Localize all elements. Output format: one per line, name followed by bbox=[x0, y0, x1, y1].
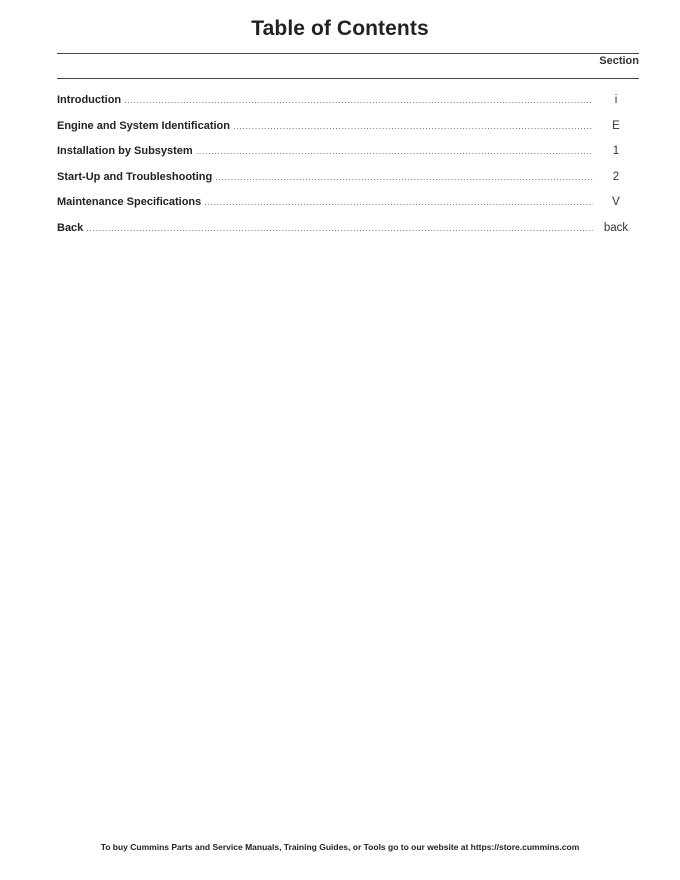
toc-entry-section: 1 bbox=[612, 145, 620, 158]
dot-leader bbox=[233, 121, 593, 131]
toc-entry-section: E bbox=[612, 119, 620, 132]
toc-entry-label: Engine and System Identification bbox=[57, 119, 230, 132]
section-column-header: Section bbox=[599, 55, 639, 67]
dot-leader bbox=[124, 95, 593, 105]
footer-note: To buy Cummins Parts and Service Manuals, Training Guides, or Tools go to our website at https://store.cummins.com bbox=[100, 842, 580, 852]
toc-entry-startup[interactable] bbox=[57, 171, 639, 197]
toc-list bbox=[57, 94, 639, 248]
toc-entry-back[interactable] bbox=[57, 222, 639, 248]
toc-entry-section: 2 bbox=[612, 170, 620, 183]
toc-entry-section: i bbox=[614, 94, 618, 106]
toc-entry-label: Back bbox=[57, 221, 84, 234]
dot-leader bbox=[196, 146, 593, 156]
page-title: Table of Contents bbox=[251, 17, 429, 40]
toc-entry-introduction[interactable] bbox=[57, 94, 639, 120]
toc-entry-label: Maintenance Specifications bbox=[57, 196, 202, 209]
dot-leader bbox=[215, 172, 593, 182]
bottom-rule bbox=[57, 78, 639, 79]
toc-entry-label: Introduction bbox=[57, 94, 122, 106]
dot-leader bbox=[204, 197, 593, 207]
toc-entry-maintenance[interactable] bbox=[57, 196, 639, 222]
dot-leader bbox=[86, 223, 593, 233]
top-rule bbox=[57, 53, 639, 54]
toc-entry-installation[interactable] bbox=[57, 145, 639, 171]
toc-entry-label: Installation by Subsystem bbox=[57, 145, 193, 158]
toc-entry-section: V bbox=[612, 196, 620, 209]
toc-entry-label: Start-Up and Troubleshooting bbox=[57, 170, 213, 183]
toc-entry-section: back bbox=[603, 221, 629, 234]
toc-entry-engine-identification[interactable] bbox=[57, 120, 639, 146]
